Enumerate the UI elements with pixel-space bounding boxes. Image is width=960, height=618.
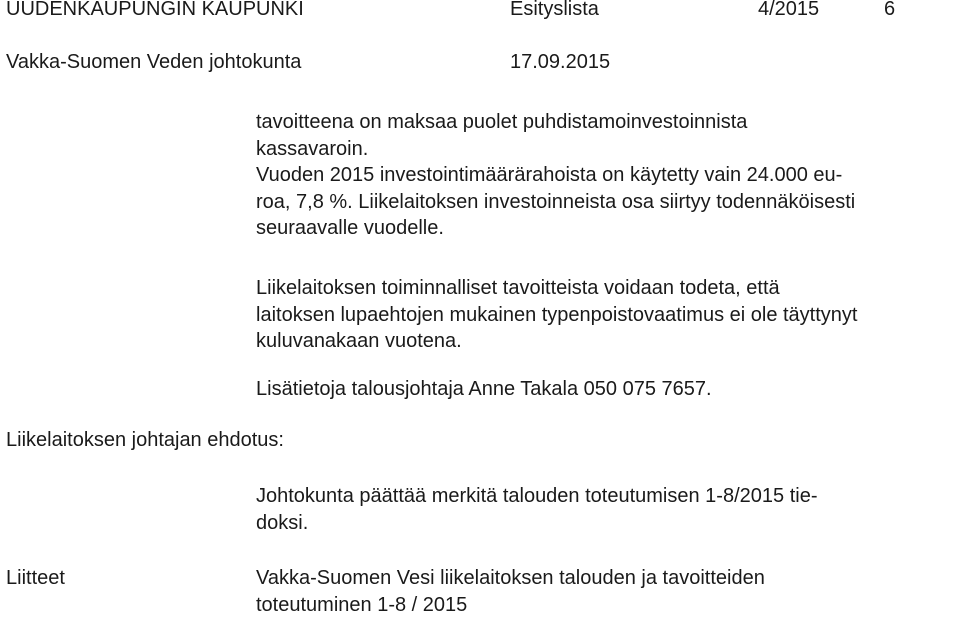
contact-info: Lisätietoja talousjohtaja Anne Takala 050 075 7657. xyxy=(256,376,712,403)
document-number: 4/2015 xyxy=(758,0,819,21)
attachment-item: Vakka-Suomen Vesi liikelaitoksen talouden ja tavoitteiden xyxy=(256,565,765,592)
proposal-label: Liikelaitoksen johtajan ehdotus: xyxy=(6,427,284,454)
organization-name: UUDENKAUPUNGIN KAUPUNKI xyxy=(6,0,304,21)
text-line: laitoksen lupaehtojen mukainen typenpoistovaatimus ei ole täyttynyt xyxy=(256,302,857,329)
attachment-item: toteutuminen 1-8 / 2015 xyxy=(256,592,467,618)
text-line: kassavaroin. xyxy=(256,136,368,163)
text-line: roa, 7,8 %. Liikelaitoksen investoinneista osa siirtyy todennäköisesti xyxy=(256,189,855,216)
page-number: 6 xyxy=(884,0,895,21)
document-type: Esityslista xyxy=(510,0,599,21)
text-line: Liikelaitoksen toiminnalliset tavoitteista voidaan todeta, että xyxy=(256,275,780,302)
committee-name: Vakka-Suomen Veden johtokunta xyxy=(6,50,301,74)
text-line: seuraavalle vuodelle. xyxy=(256,215,444,242)
text-line: kuluvanakaan vuotena. xyxy=(256,328,462,355)
text-line: tavoitteena on maksaa puolet puhdistamoinvestoinnista xyxy=(256,109,747,136)
text-line: Vuoden 2015 investointimäärärahoista on käytetty vain 24.000 eu- xyxy=(256,162,842,189)
meeting-date: 17.09.2015 xyxy=(510,50,610,74)
text-line: Johtokunta päättää merkitä talouden toteutumisen 1-8/2015 tie- xyxy=(256,483,817,510)
text-line: doksi. xyxy=(256,510,308,537)
attachments-label: Liitteet xyxy=(6,565,65,592)
